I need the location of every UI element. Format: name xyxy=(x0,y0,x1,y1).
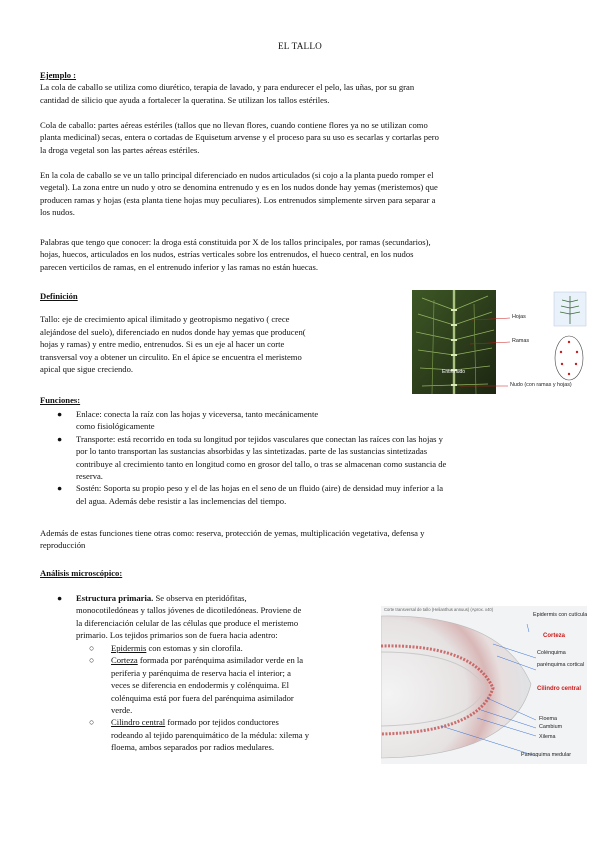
colenquima-fig-label: Colénquima xyxy=(537,650,566,656)
cola-paragraph xyxy=(40,119,585,156)
text-line: planta medicinal) secas, entera o cortadas de Equisetum arvense y el proceso para su uso es secarlas y cortarlas pero xyxy=(40,132,439,143)
text-line: verde. xyxy=(111,705,133,716)
text-line: reserva. xyxy=(76,471,103,482)
text-line: veces se diferencia en endodermis y colénquima. El xyxy=(111,680,290,691)
circle-bullet-icon: ○ xyxy=(89,717,95,728)
page-title: EL TALLO xyxy=(278,41,322,51)
bullet-icon: ● xyxy=(57,483,63,494)
text-line: Tallo: eje de crecimiento apical ilimitado y geotropismo negativo ( crece xyxy=(40,314,290,325)
text-line: Enlace: conecta la raíz con las hojas y viceversa, tanto mecánicamente xyxy=(76,409,319,419)
text-line: con estomas y sin clorofila. xyxy=(146,643,243,653)
list-item xyxy=(57,482,586,507)
text-line: como fisiológicamente xyxy=(76,421,155,432)
text-line: producen ramas y hojas (esta planta tiene hojas muy peculiares). Los entrenudos simplemente sirven para separar a xyxy=(40,194,436,205)
ramas-label: Ramas xyxy=(512,338,530,344)
list-item xyxy=(89,716,373,753)
text-line: la droga vegetal son las partes aéreas estériles. xyxy=(40,144,200,155)
cross-section-figure xyxy=(381,606,587,764)
epidermis-term: Epidermis xyxy=(111,643,147,653)
circle-bullet-icon: ○ xyxy=(89,643,95,653)
corteza-term: Corteza xyxy=(111,655,138,666)
xilema-fig-label: Xilema xyxy=(539,734,556,740)
epidermis-fig-label: Epidermis con cutícula xyxy=(533,612,587,618)
text-line: vegetal). La zona entre un nudo y otro se denomina entrenudo y es en los nudos donde hay yemas (meristemos) que xyxy=(40,182,438,193)
ejemplo-section xyxy=(40,69,580,106)
list-item xyxy=(57,433,586,483)
text-line: Además de estas funciones tiene otras como: reserva, protección de yemas, multiplicación vegetativa, defensa y xyxy=(40,528,425,538)
floema-fig-label: Floema xyxy=(539,716,557,722)
text-line: Se observa en pteridófitas, xyxy=(153,593,247,603)
bullet-icon: ● xyxy=(57,409,63,419)
text-line: rodeando al tejido parenquimático de la médula: xilema y xyxy=(111,729,310,740)
hojas-label: Hojas xyxy=(512,314,526,320)
primaria-title: Estructura primaria. xyxy=(76,593,154,603)
definicion-heading: Definición xyxy=(40,291,78,301)
list-item xyxy=(89,642,373,654)
cilindro-term: Cilindro central xyxy=(111,717,166,728)
analisis-heading-wrap xyxy=(40,567,340,579)
text-line: hojas, huecos, articulados en los nudos, estrías verticales sobre los entrenudos, el hueco central, en los nudos xyxy=(40,249,414,260)
cross-section-illustration xyxy=(381,606,587,764)
text-line: parecen verticilos de ramas, en el entrenudo inferior y las ramas no están huecas. xyxy=(40,261,318,272)
funciones-heading: Funciones: xyxy=(40,395,81,405)
tejidos-list xyxy=(89,642,373,754)
otras-paragraph xyxy=(40,527,585,552)
medula-fig-label: Parénquima medular xyxy=(521,752,572,758)
list-item xyxy=(57,408,586,433)
palabras-paragraph xyxy=(40,236,585,273)
text-line: reproducción xyxy=(40,540,86,551)
list-item xyxy=(89,654,373,716)
text-line: contribuye al crecimiento tanto en longitud como en grosor del tallo, o tras se almacenan como sustancia de xyxy=(76,458,447,469)
funciones-list xyxy=(57,408,586,507)
analisis-heading: Análisis microscópico: xyxy=(40,568,123,578)
nudos-paragraph xyxy=(40,169,585,219)
text-line: hojas y ramas) y entre medio, entrenudos. Si es un eje al hacer un corte xyxy=(40,339,285,350)
ejemplo-heading: Ejemplo : xyxy=(40,70,77,80)
text-line: por lo tanto transportan las sustancias absorbidas y las sintetizadas. parte de las sustancias sintetizadas xyxy=(76,446,428,457)
text-line: Transporte: está recorrido en toda su longitud por tejidos vasculares que conectan las raíces con las hojas y xyxy=(76,433,443,444)
text-line: formado por tejidos conductores xyxy=(165,717,279,728)
circle-bullet-icon: ○ xyxy=(89,655,95,666)
text-line: En la cola de caballo se ve un tallo principal diferenciado en nudos articulados (si cojo a la planta puedo romper el xyxy=(40,170,434,180)
text-line: apical que sigue creciendo. xyxy=(40,364,134,375)
text-line: alejándose del suelo), diferenciado en nudos donde hay yemas que producen( xyxy=(40,326,306,337)
text-line: periferia y parénquima de reserva hacia el interior; a xyxy=(111,667,291,678)
text-line: formada por parénquima asimilador verde en la xyxy=(137,655,304,666)
ejemplo-line: La cola de caballo se utiliza como diurético, terapia de lavado, y para endurecer el pelo, las uñas, por su gran xyxy=(40,82,415,93)
parenquima-fig-label: parénquima cortical xyxy=(537,662,585,668)
cambium-fig-label: Cambium xyxy=(539,724,563,730)
text-line: floema, ambos separados por radios medulares. xyxy=(111,742,274,753)
funciones-heading-wrap xyxy=(40,394,240,406)
bullet-icon: ● xyxy=(57,593,63,603)
definicion-section xyxy=(40,290,410,375)
estructura-primaria xyxy=(57,592,376,642)
nudo-label: Nudo (con ramas y hojas) xyxy=(510,382,572,388)
text-line: monocotiledóneas y tallos jóvenes de dicotiledóneas. Proviene de xyxy=(76,605,302,616)
entrenudo-photo-label: Entrenudo xyxy=(442,369,466,375)
cross-section-caption: Corte transversal de tallo (Helianthus annuus) (Aprox. x40) xyxy=(384,607,494,612)
text-line: primario. Los tejidos primarios son de fuera hacia adentro: xyxy=(76,630,278,641)
text-line: Sostén: Soporta su propio peso y el de las hojas en el seno de un fluido (aire) de densidad muy inferior a la xyxy=(76,483,444,494)
horsetail-figure xyxy=(412,290,588,398)
cilindro-fig-label: Cilindro central xyxy=(537,686,582,692)
text-line: Cola de caballo: partes aéreas estériles (tallos que no llevan flores, cuando contiene flores ya no se utilizan como xyxy=(40,120,428,130)
text-line: los nudos. xyxy=(40,207,75,218)
text-line: Palabras que tengo que conocer: la droga está constituida por X de los tallos principales, por ramas (secundarios), xyxy=(40,237,431,247)
text-line: la diferenciación celular de las células que produce el meristemo xyxy=(76,617,299,628)
text-line: del agua. Además debe resistir a las inclemencias del tiempo. xyxy=(76,495,287,506)
ejemplo-line: cantidad de silicio que ayuda a fortalecer la queratina. Se utilizan los tallos estériles. xyxy=(40,94,330,105)
text-line: transversal voy a obtener un circulito. En el ápice se encuentra el meristemo xyxy=(40,351,302,362)
text-line: colénquima está por fuera del parénquima asimilador xyxy=(111,692,294,703)
corteza-fig-label: Corteza xyxy=(543,633,566,639)
bullet-icon: ● xyxy=(57,433,63,444)
